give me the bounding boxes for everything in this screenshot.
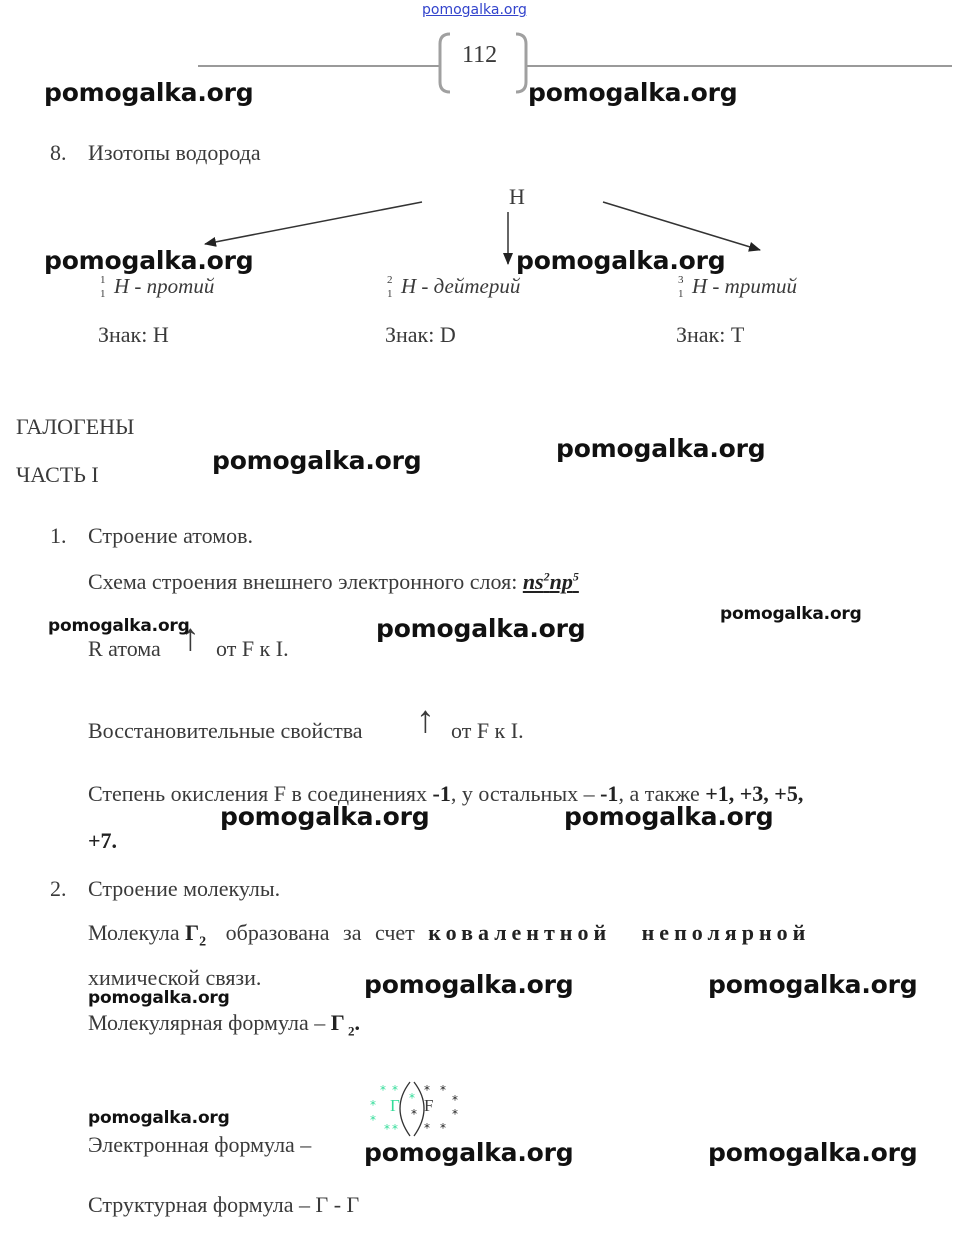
svg-text:*: * [440,1083,446,1097]
watermark: pomogalka.org [376,614,586,643]
watermark: pomogalka.org [220,802,430,831]
svg-text:*: * [370,1113,376,1127]
q1-radius-label: R атома [88,636,161,661]
watermark: pomogalka.org [708,1138,918,1167]
svg-text:*: * [452,1107,458,1121]
svg-text:*: * [424,1121,430,1135]
watermark: pomogalka.org [564,802,774,831]
electron-dot-diagram [362,1080,472,1140]
q1-reduce-range: от F к I. [451,718,524,743]
watermark: pomogalka.org [88,988,230,1008]
svg-text:*: * [440,1121,446,1135]
q1-reduce-label: Восстановительные свойства [88,718,363,743]
isotopes-heading: Изотопы водорода [88,140,261,165]
watermark-top-link[interactable]: pomogalka.org [422,2,527,18]
svg-text:*: * [380,1083,386,1097]
isotope-sign-tritium: Знак: T [676,322,745,347]
watermark: pomogalka.org [528,78,738,107]
watermark: pomogalka.org [44,78,254,107]
q1-number: 1. [50,523,67,548]
watermark: pomogalka.org [516,246,726,275]
isotopes-heading-number: 8. [50,140,67,165]
watermark: pomogalka.org [212,446,422,475]
q2-molecule-line: Молекула $Г_2$ образована за счет ковалентной неполярной [88,920,811,950]
q1-scheme-formula: $ns^2np^5$ [522,569,579,594]
svg-text:*: * [424,1083,430,1097]
up-arrow-icon: ↑ [181,617,200,659]
watermark: pomogalka.org [44,246,254,275]
svg-text:*: * [452,1093,458,1107]
q2-formula: Молекулярная формула – Г $_2$. [88,1010,361,1039]
q1-oxidation: Степень окисления F в соединениях -1, у остальных – -1, а также +1, +3, +5, [88,781,804,806]
q1-radius-range: от F к I. [216,636,289,661]
section-part: ЧАСТЬ I [16,462,99,487]
q2-title: Строение молекулы. [88,876,281,901]
q2-number: 2. [50,876,67,901]
isotope-sign-protium: Знак: H [98,322,169,347]
electron-right-atom: F [424,1096,434,1115]
svg-text:*: * [392,1122,398,1136]
q2-molecule-cont: химической связи. [88,965,262,990]
isotope-root-symbol: H [509,184,525,209]
isotope-deuterium: 2 1 H - дейтерий [387,274,521,301]
q2-electron-label: Электронная формула – [88,1132,312,1157]
watermark: pomogalka.org [364,1138,574,1167]
q1-scheme-label: Схема строения внешнего электронного слоя: [88,569,523,594]
watermark: pomogalka.org [364,970,574,999]
watermark: pomogalka.org [708,970,918,999]
svg-text:*: * [409,1091,415,1105]
q1-oxidation-cont: +7. [88,828,118,853]
isotope-protium: 1 1 H - протий [100,274,215,301]
up-arrow-icon: ↑ [416,699,435,741]
svg-text:*: * [384,1122,390,1136]
svg-text:*: * [392,1083,398,1097]
watermark: pomogalka.org [556,434,766,463]
isotope-sign-deuterium: Знак: D [385,322,456,347]
svg-text:*: * [370,1098,376,1112]
page-number: 112 [462,42,498,68]
q1-title: Строение атомов. [88,523,254,548]
section-title: ГАЛОГЕНЫ [16,414,135,439]
isotope-tritium: 3 1 H - тритий [678,274,797,301]
svg-text:*: * [411,1107,417,1121]
q1-scheme [88,569,579,595]
watermark: pomogalka.org [720,604,862,624]
q2-structural-formula: Структурная формула – Г - Г [88,1192,360,1217]
watermark: pomogalka.org [48,616,190,636]
electron-left-atom: Г [390,1096,400,1115]
watermark: pomogalka.org [88,1108,230,1128]
